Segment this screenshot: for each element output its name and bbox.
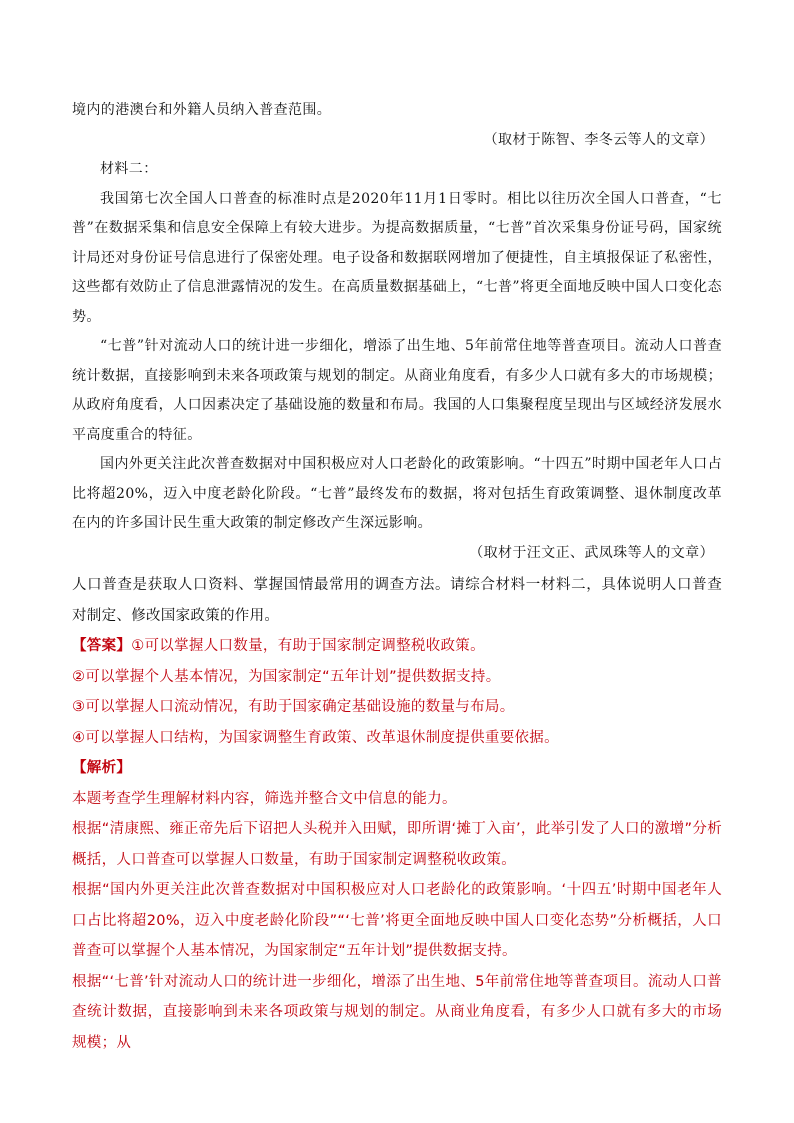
material1-source: （取材于陈智、李冬云等人的文章） bbox=[483, 131, 714, 148]
analysis-paragraph: 根据“国内外更关注此次普查数据对中国积极应对人口老龄化的政策影响。‘十四五’时期中国老年人口占比将超20%，迈入中度老龄化阶段”“‘七普’将更全面地反映中国人口变化态势”分析概括，人口普查可以掌握个人基本情况，为国家制定“五年计划”提供数据支持。 bbox=[72, 882, 722, 959]
answer-item: ④可以掌握人口结构，为国家调整生育政策、改革退休制度提供重要依据。 bbox=[72, 729, 559, 746]
analysis-tag: 【解析】 bbox=[72, 760, 132, 776]
material-section bbox=[72, 96, 722, 568]
document-page bbox=[72, 96, 722, 1058]
material1-tail: 境内的港澳台和外籍人员纳入普查范围。 bbox=[72, 102, 332, 118]
material2-paragraph: “七普”针对流动人口的统计进一步细化，增添了出生地、5年前常住地等普查项目。流动人口普查统计数据，直接影响到未来各项政策与规划的制定。从商业角度看，有多少人口就有多大的市场规模；从政府角度看，人口因素决定了基础设施的数量和布局。我国的人口集聚程度呈现出与区域经济发展水平高度重合的特征。 bbox=[72, 338, 722, 443]
answer-tag: 【答案】 bbox=[72, 638, 132, 654]
material2-heading: 材料二： bbox=[100, 161, 158, 177]
analysis-intro: 本题考查学生理解材料内容，筛选并整合文中信息的能力。 bbox=[72, 790, 457, 807]
answer-item: ①可以掌握人口数量，有助于国家制定调整税收政策。 bbox=[131, 638, 485, 654]
answer-item: ②可以掌握个人基本情况，为国家制定“五年计划”提供数据支持。 bbox=[72, 668, 501, 685]
analysis-paragraph: 根据“清康熙、雍正帝先后下诏把人头税并入田赋，即所谓‘摊丁入亩’，此举引发了人口的激增”分析概括，人口普查可以掌握人口数量，有助于国家制定调整税收政策。 bbox=[72, 821, 722, 868]
material2-paragraph: 国内外更关注此次普查数据对中国积极应对人口老龄化的政策影响。“十四五”时期中国老年人口占比将超20%，迈入中度老龄化阶段。“七普”最终发布的数据，将对包括生育政策调整、退休制度改革在内的许多国计民生重大政策的制定修改产生深远影响。 bbox=[72, 456, 722, 531]
answer-line bbox=[72, 631, 722, 662]
question-answer-section bbox=[72, 570, 722, 1058]
material2-source: （取材于汪文正、武凤珠等人的文章） bbox=[469, 544, 714, 561]
material2-paragraph: 我国第七次全国人口普查的标准时点是2020年11月1日零时。相比以往历次全国人口普查，“七普”在数据采集和信息安全保障上有较大进步。为提高数据质量，“七普”首次采集身份证号码，国家统计局还对身份证号信息进行了保密处理。电子设备和数据联网增加了便捷性，自主填报保证了私密性，这些都有效防止了信息泄露情况的发生。在高质量数据基础上，“七普”将更全面地反映中国人口变化态势。 bbox=[72, 190, 722, 325]
question-text: 人口普查是获取人口资料、掌握国情最常用的调查方法。请综合材料一材料二，具体说明人口普查对制定、修改国家政策的作用。 bbox=[72, 577, 722, 624]
analysis-paragraph: 根据“‘七普’针对流动人口的统计进一步细化，增添了出生地、5年前常住地等普查项目。流动人口普查统计数据，直接影响到未来各项政策与规划的制定。从商业角度看，有多少人口就有多大的市场规模；从 bbox=[72, 973, 722, 1051]
answer-item: ③可以掌握人口流动情况，有助于国家确定基础设施的数量与布局。 bbox=[72, 699, 515, 715]
